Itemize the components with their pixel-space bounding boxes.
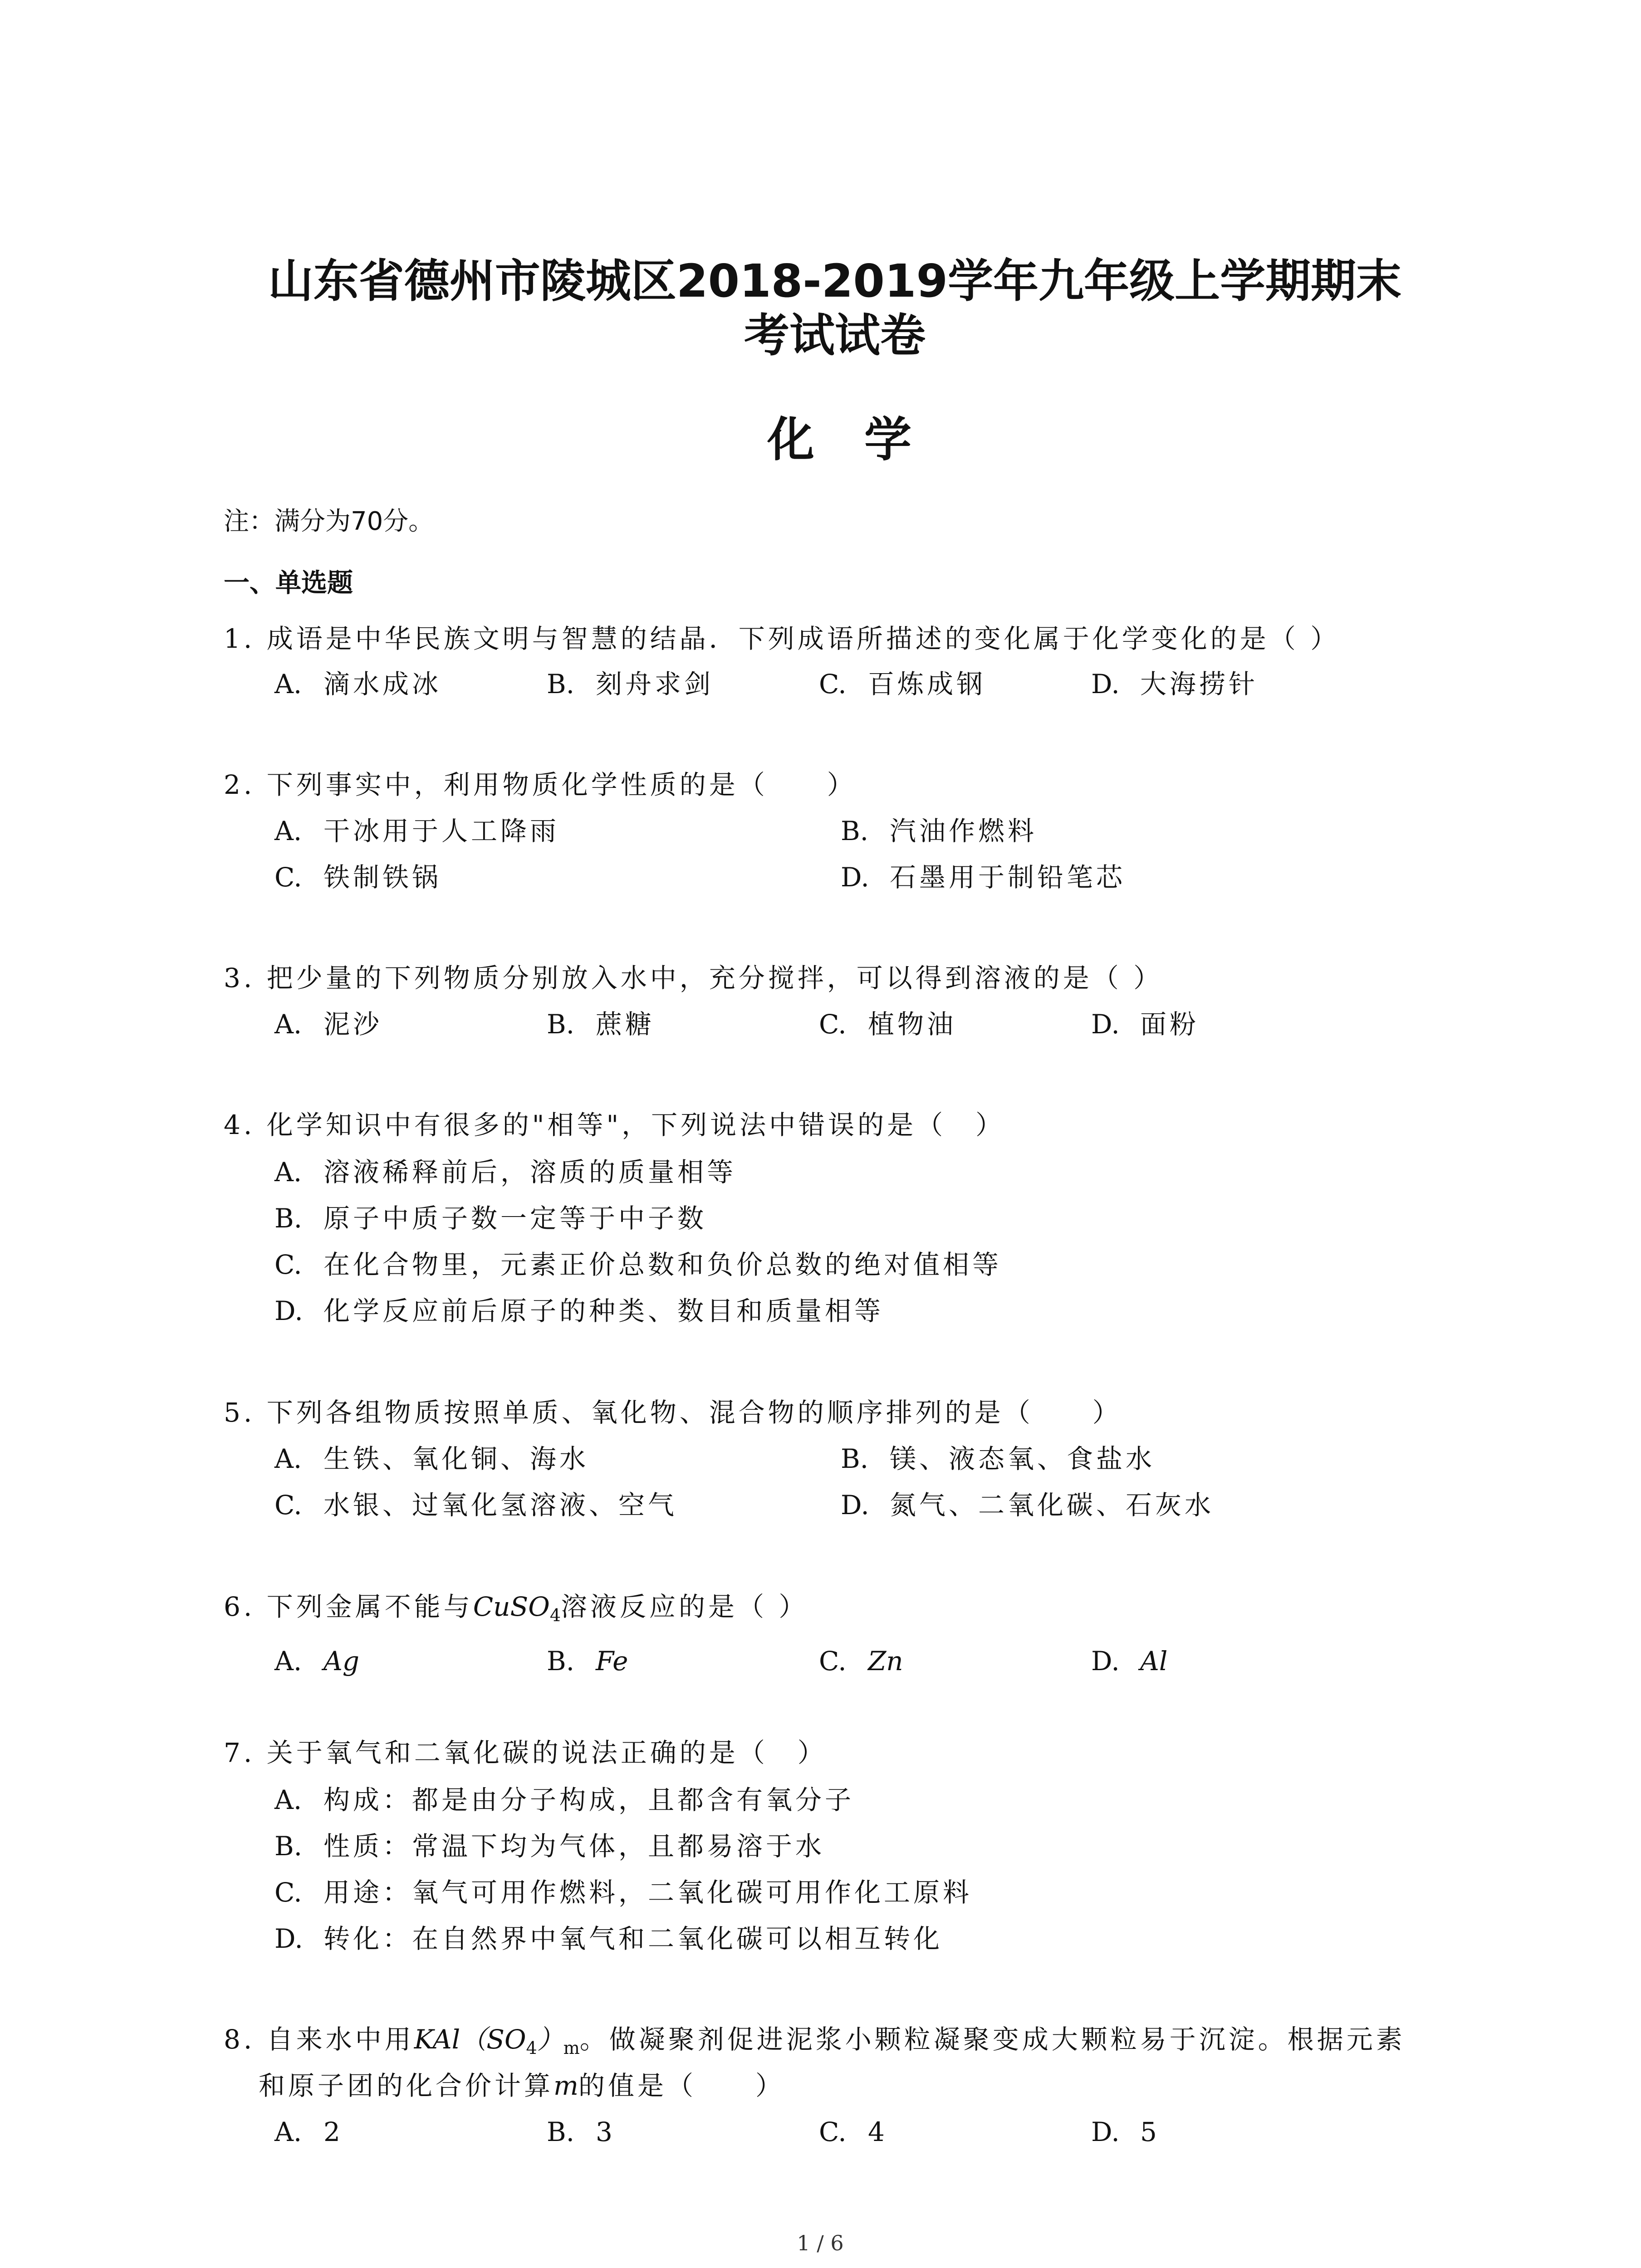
option-text: 汽油作燃料 [890,816,1038,846]
option-text: 滴水成冰 [323,669,442,699]
option-label: D. [1091,1009,1120,1040]
option-text: 植物油 [868,1009,957,1040]
option-text: 泥沙 [323,1009,383,1040]
question-7-option-a [274,1781,854,1819]
question-2-option-d [841,858,1126,896]
question-number: 7. [224,1737,255,1768]
question-1-option-b [547,665,714,703]
option-text: Al [1140,1646,1168,1677]
question-8-option-a [274,2113,343,2151]
question-text: 下列事实中，利用物质化学性质的是（ ） [266,769,857,800]
option-label: B. [547,2116,575,2147]
question-6-option-a [274,1642,359,1680]
option-label: D. [274,1923,303,1954]
question-4-option-a [274,1153,736,1191]
variable-m: m [554,2070,579,2101]
option-text: 在化合物里，元素正价总数和负价总数的绝对值相等 [323,1249,1002,1280]
question-number: 5. [224,1397,255,1428]
question-8-option-d [1091,2113,1160,2151]
question-text-start: 和原子团的化合价计算 [259,2070,554,2101]
option-label: C. [274,1490,302,1520]
option-text: 刻舟求剑 [596,669,714,699]
option-label: A. [274,816,302,846]
question-2-option-a [274,812,559,850]
exam-title-line1: 山东省德州市陵城区2018-2019学年九年级上学期期末 [268,254,1402,308]
question-7-stem [224,1734,827,1772]
option-label: D. [841,862,869,893]
option-text: Ag [323,1646,360,1677]
question-1-option-a [274,665,441,703]
question-3-option-b [547,1005,655,1043]
option-text: 溶液稀释前后，溶质的质量相等 [323,1157,737,1188]
option-text: 大海捞针 [1140,669,1259,699]
option-label: C. [819,1009,847,1040]
option-label: B. [841,816,869,846]
option-text: 转化：在自然界中氧气和二氧化碳可以相互转化 [323,1923,943,1954]
option-text: 百炼成钢 [868,669,986,699]
option-label: C. [274,1877,302,1908]
question-5-stem [224,1393,1122,1432]
option-label: C. [274,1249,302,1280]
question-3-option-a [274,1005,382,1043]
option-text: 化学反应前后原子的种类、数目和质量相等 [323,1295,884,1326]
option-label: A. [274,1646,302,1677]
question-3-option-d [1091,1005,1199,1043]
question-2-option-c [274,858,441,896]
option-label: A. [274,1009,302,1040]
question-7-option-b [274,1827,825,1865]
option-label: D. [1091,669,1120,699]
option-label: B. [274,1203,303,1234]
exam-title-line2: 考试试卷 [744,309,926,362]
option-label: B. [547,1009,575,1040]
option-label: D. [1091,2116,1120,2147]
question-text: 关于氧气和二氧化碳的说法正确的是（ ） [266,1737,827,1768]
question-number: 3. [224,963,255,993]
formula-subscript: 4 [526,2038,537,2058]
option-text: 2 [323,2116,343,2147]
option-label: C. [274,862,302,893]
question-4-option-c [274,1246,1002,1284]
option-label: A. [274,2116,302,2147]
question-4-stem [224,1106,1005,1144]
option-label: D. [274,1295,303,1326]
option-text: 蔗糖 [596,1009,655,1040]
question-text-start: 自来水中用 [266,2024,414,2055]
option-text: 铁制铁锅 [323,862,442,893]
question-8-stem-line2 [259,2067,785,2105]
option-text: Fe [596,1646,628,1677]
option-label: A. [274,669,302,699]
option-label: D. [841,1490,869,1520]
option-text: 氮气、二氧化碳、石灰水 [890,1490,1215,1520]
question-8-stem [224,2020,1406,2067]
formula-tail: ） [537,2024,563,2055]
question-text-end: 的值是（ ） [578,2070,785,2101]
score-note: 注：满分为70分。 [224,507,434,536]
chemical-formula [473,1591,561,1625]
question-3-stem [224,959,1163,997]
option-text: 构成：都是由分子构成，且都含有氧分子 [323,1784,855,1815]
option-text: 4 [868,2116,888,2147]
question-text: 化学知识中有很多的"相等"，下列说法中错误的是（ ） [266,1110,1005,1140]
option-label: B. [547,669,575,699]
question-1-stem [224,620,1340,658]
option-text: Zn [868,1646,903,1677]
question-number: 6. [224,1591,255,1622]
question-7-option-c [274,1873,972,1911]
option-label: C. [819,2116,847,2147]
question-5-option-d [841,1486,1214,1524]
option-label: A. [274,1443,302,1474]
option-text: 生铁、氧化铜、海水 [323,1443,589,1474]
question-3-option-c [819,1005,956,1043]
option-text: 5 [1140,2116,1160,2147]
question-7-option-d [274,1920,943,1958]
formula-m-subscript: m [563,2038,580,2058]
option-text: 水银、过氧化氢溶液、空气 [323,1490,678,1520]
question-text: 成语是中华民族文明与智慧的结晶．下列成语所描述的变化属于化学变化的是（ ） [266,623,1340,654]
question-number: 1. [224,623,255,654]
question-text-start: 下列金属不能与 [266,1591,473,1622]
question-8-option-c [819,2113,888,2151]
page-number: 1 / 6 [797,2231,844,2255]
subject-heading: 化学 [767,412,961,467]
question-1-option-c [819,665,986,703]
question-6-option-d [1091,1642,1167,1680]
question-8-option-b [547,2113,616,2151]
question-1-option-d [1091,665,1258,703]
question-5-option-b [841,1440,1155,1478]
option-text: 面粉 [1140,1009,1200,1040]
question-text-end: 。做凝聚剂促进泥浆小颗粒凝聚变成大颗粒易于沉淀。根据元素 [579,2024,1406,2055]
question-number: 4. [224,1110,255,1140]
option-text: 干冰用于人工降雨 [323,816,560,846]
option-text: 原子中质子数一定等于中子数 [323,1203,707,1234]
question-6-option-b [547,1642,628,1680]
question-4-option-b [274,1199,707,1237]
formula-main: KAl（SO [414,2024,526,2055]
option-text: 3 [596,2116,616,2147]
question-number: 2. [224,769,255,800]
option-label: A. [274,1784,302,1815]
question-6-stem [224,1588,808,1634]
question-5-option-c [274,1486,677,1524]
section-heading: 一、单选题 [224,568,353,598]
formula-subscript: 4 [549,1605,561,1625]
option-text: 石墨用于制铅笔芯 [890,862,1126,893]
option-label: D. [1091,1646,1120,1677]
option-text: 用途：氧气可用作燃料，二氧化碳可用作化工原料 [323,1877,973,1908]
question-text: 下列各组物质按照单质、氧化物、混合物的顺序排列的是（ ） [266,1397,1122,1428]
formula-main: CuSO [473,1591,550,1622]
chemical-formula [414,2024,580,2058]
option-label: A. [274,1157,302,1188]
question-5-option-a [274,1440,589,1478]
option-text: 镁、液态氧、食盐水 [890,1443,1156,1474]
question-2-option-b [841,812,1037,850]
question-6-option-c [819,1642,903,1680]
question-number: 8. [224,2024,255,2055]
question-text: 把少量的下列物质分别放入水中，充分搅拌，可以得到溶液的是（ ） [266,963,1163,993]
question-text-end: 溶液反应的是（ ） [561,1591,808,1622]
option-label: C. [819,669,847,699]
question-2-stem [224,766,857,804]
option-label: B. [841,1443,869,1474]
option-label: B. [547,1646,575,1677]
option-label: B. [274,1831,303,1862]
option-text: 性质：常温下均为气体，且都易溶于水 [323,1831,825,1862]
question-4-option-d [274,1292,884,1330]
option-label: C. [819,1646,847,1677]
